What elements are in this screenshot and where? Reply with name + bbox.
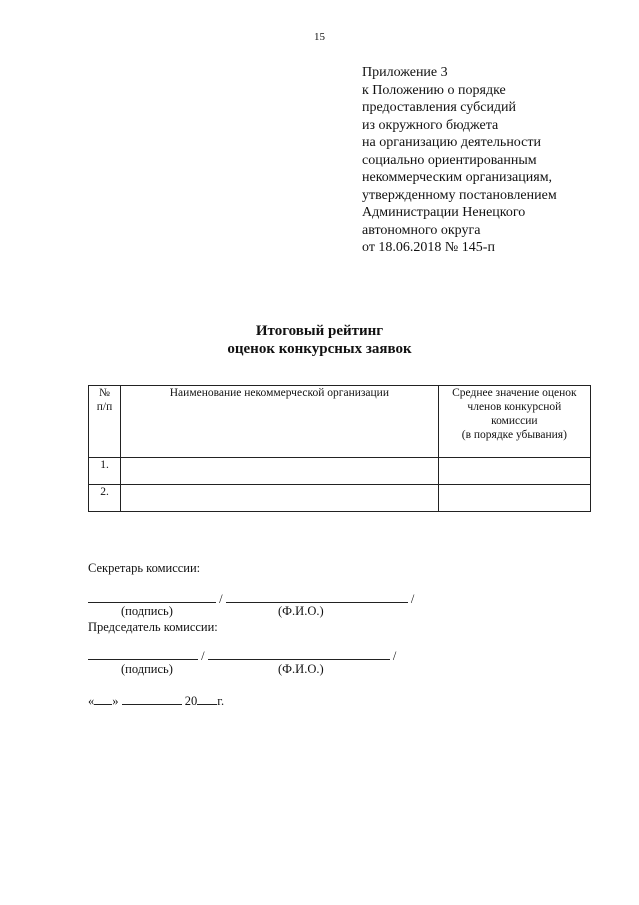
page-number: 15	[314, 31, 325, 43]
row-organization-name	[121, 458, 439, 485]
chair-signature-caption: (подпись)	[121, 662, 173, 676]
row-number: 2.	[89, 485, 121, 512]
chair-fio-blank	[208, 647, 390, 660]
appendix-line: предоставления субсидий	[362, 100, 517, 115]
date-line: « » 20 г.	[88, 694, 225, 708]
appendix-line: Приложение 3	[362, 65, 448, 80]
row-average-score	[438, 485, 590, 512]
appendix-line: автономного округа	[362, 222, 481, 238]
date-day-blank	[94, 692, 112, 705]
rating-table	[88, 385, 591, 512]
chair-label: Председатель комиссии:	[88, 620, 218, 634]
appendix-line: утвержденному постановлением	[362, 187, 557, 203]
chair-signature-line: / /	[88, 647, 396, 664]
table-header-row	[89, 386, 591, 458]
row-average-score	[438, 458, 590, 485]
appendix-line: Администрации Ненецкого	[362, 205, 526, 220]
date-year-blank	[197, 692, 217, 705]
secretary-fio-caption: (Ф.И.О.)	[278, 604, 324, 618]
table-row	[89, 458, 591, 485]
secretary-signature-blank	[88, 590, 216, 603]
secretary-label: Секретарь комиссии:	[88, 561, 201, 575]
title-line-2: оценок конкурсных заявок	[227, 341, 412, 357]
chair-signature-blank	[88, 647, 198, 660]
date-month-blank	[122, 692, 182, 705]
appendix-line: к Положению о порядке	[362, 82, 506, 98]
appendix-header	[362, 64, 632, 257]
appendix-line: на организацию деятельности	[362, 135, 541, 150]
appendix-line: некоммерческим организациям,	[362, 170, 553, 185]
secretary-signature-line: / /	[88, 590, 414, 607]
header-number: № п/п	[89, 386, 121, 458]
table-row	[89, 485, 591, 512]
secretary-signature-caption: (подпись)	[121, 604, 173, 618]
row-organization-name	[121, 485, 439, 512]
appendix-line: из окружного бюджета	[362, 117, 499, 133]
document-title	[0, 322, 639, 358]
appendix-line: от 18.06.2018 № 145-п	[362, 240, 495, 255]
title-line-1: Итоговый рейтинг	[255, 323, 384, 339]
header-organization-name: Наименование некоммерческой организации	[121, 386, 439, 458]
appendix-line: социально ориентированным	[362, 152, 537, 168]
header-average-score: Среднее значение оценок членов конкурсной комиссии (в порядке убывания)	[438, 386, 590, 458]
chair-fio-caption: (Ф.И.О.)	[278, 662, 324, 676]
secretary-fio-blank	[226, 590, 408, 603]
row-number: 1.	[89, 458, 121, 485]
